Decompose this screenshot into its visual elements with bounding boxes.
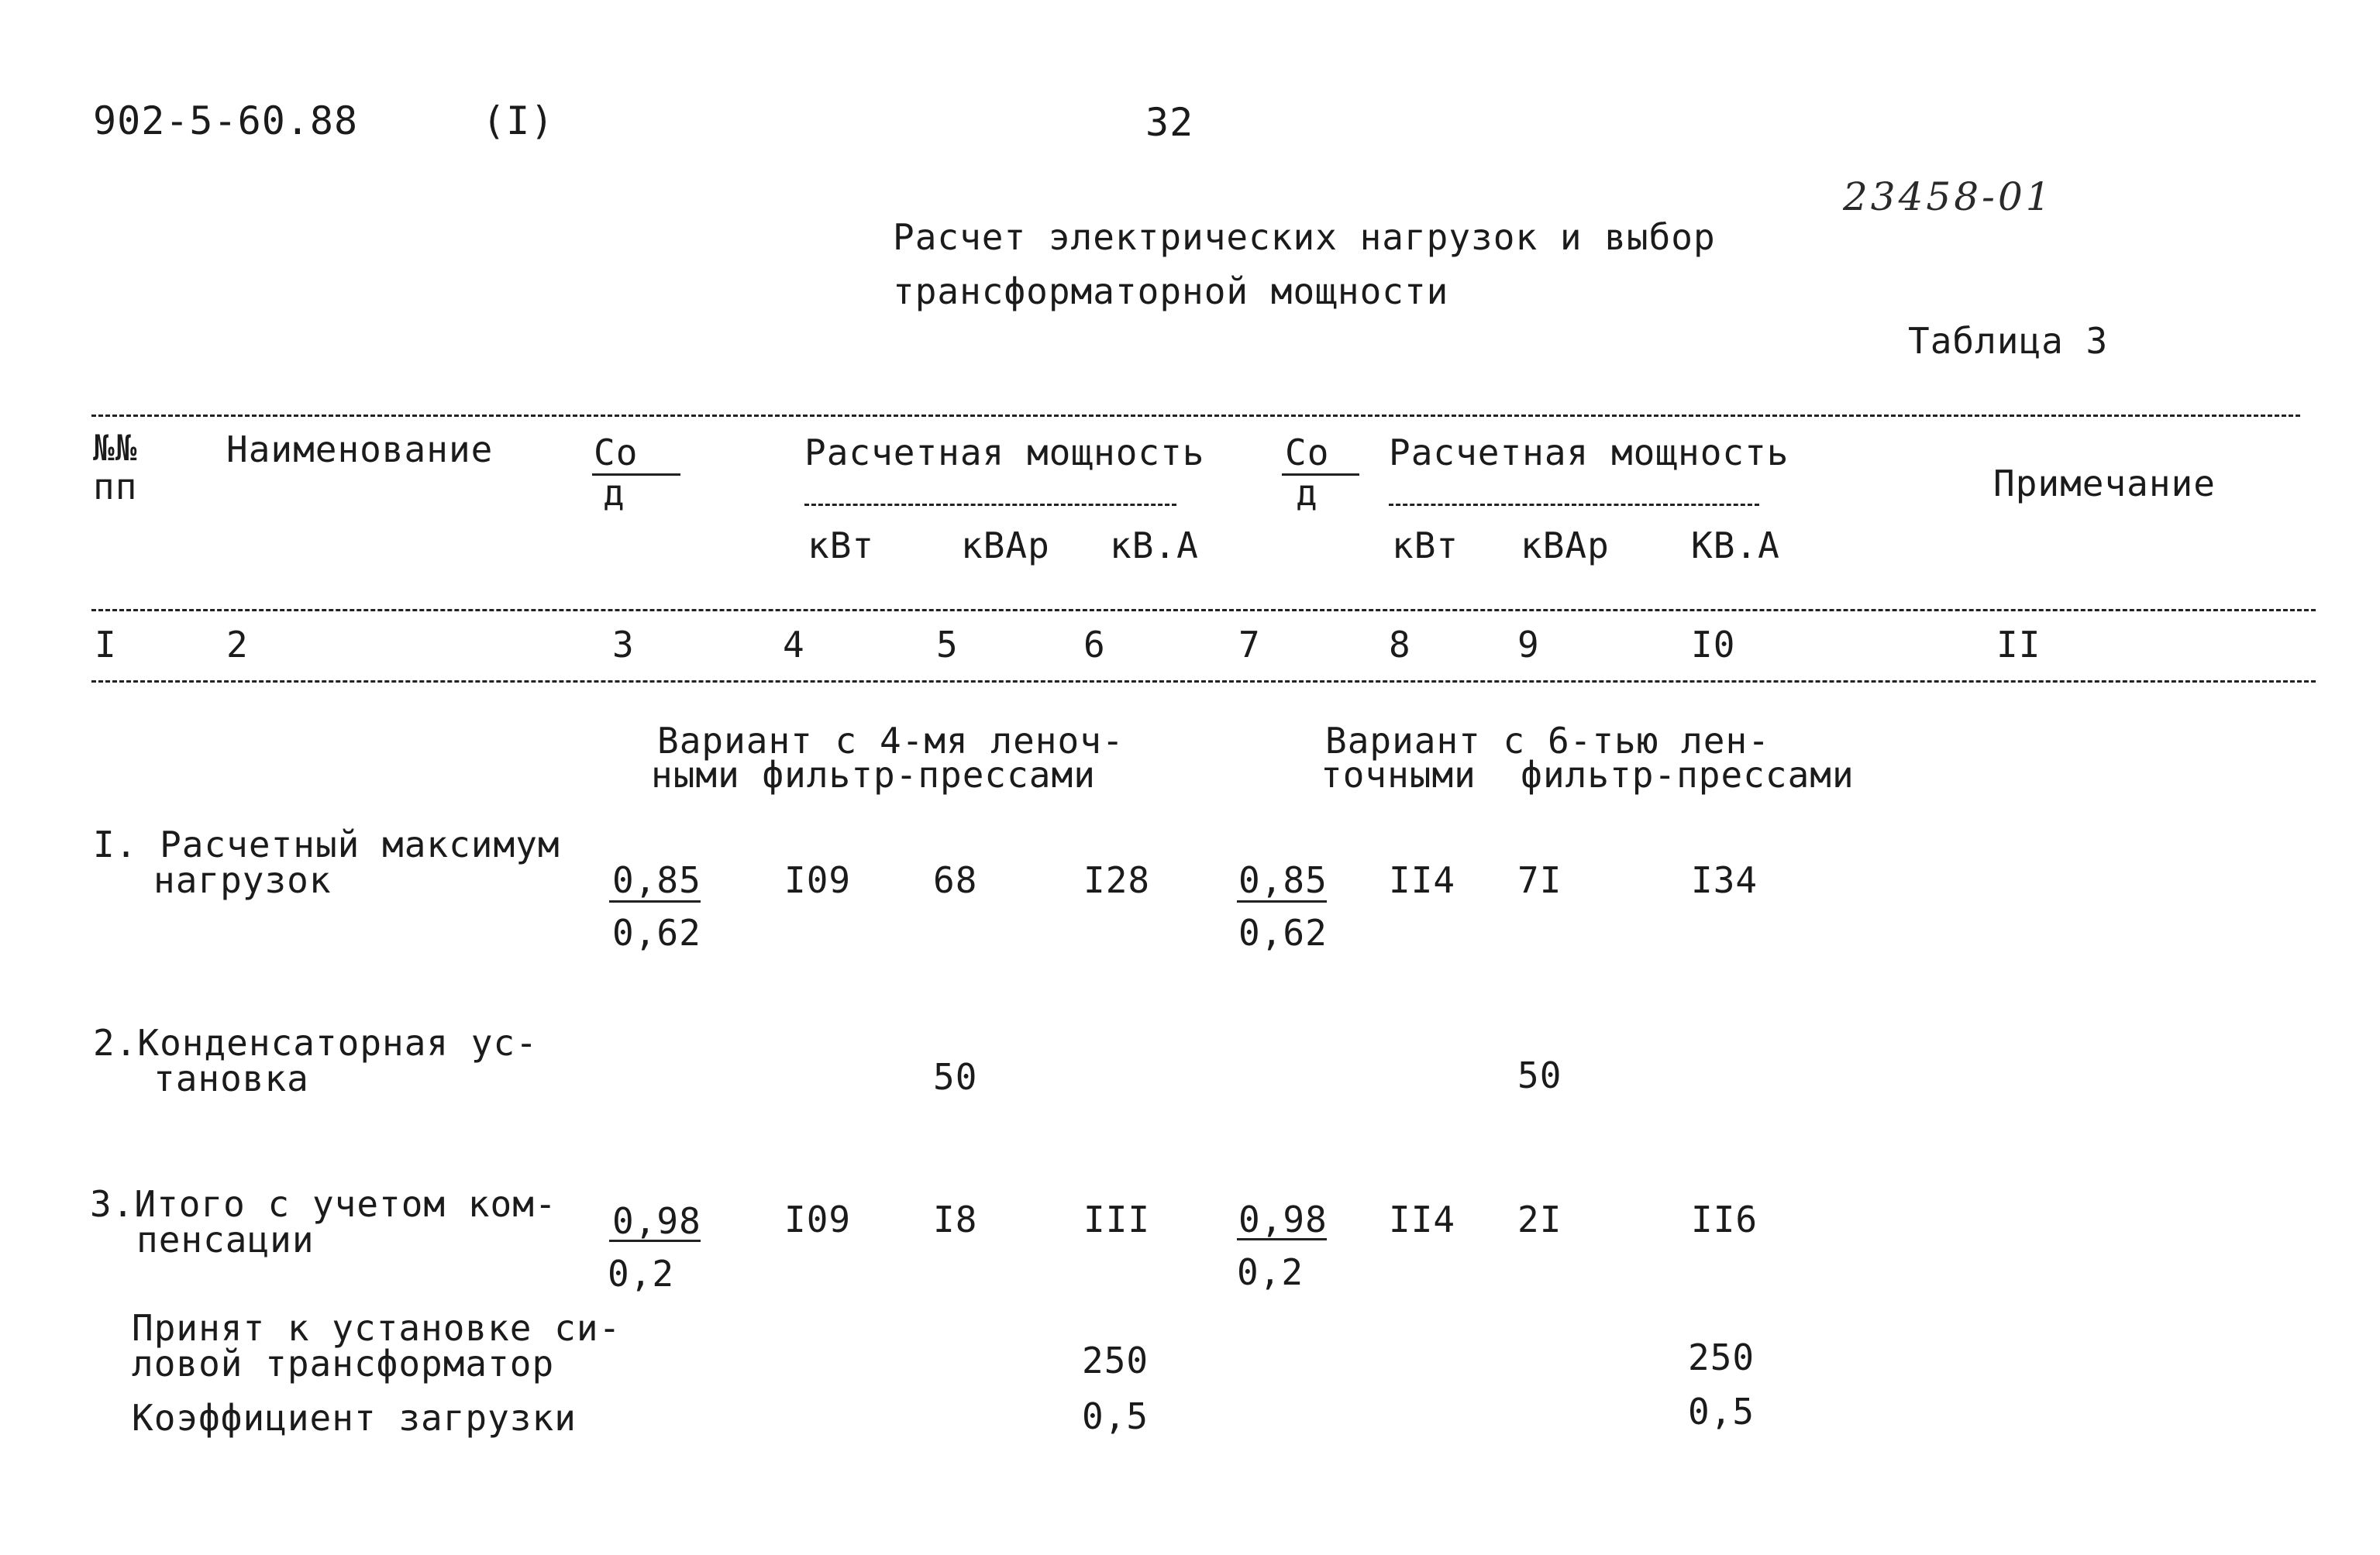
header-cos-denominator-b: д: [1296, 472, 1318, 514]
kva-b-value: I34: [1691, 859, 1758, 901]
row-name-line-1: 3.Итого с учетом ком-: [90, 1183, 557, 1225]
column-number: 3: [612, 624, 635, 666]
column-number: I0: [1691, 624, 1736, 666]
row-name-line-1: 2.Конденсаторная ус-: [93, 1022, 538, 1064]
cos-fraction-line-a: [609, 900, 701, 903]
load-factor-b: 0,5: [1688, 1391, 1755, 1433]
column-number: I: [95, 624, 117, 666]
header-cos-denominator-a: д: [603, 472, 625, 514]
handwritten-inventory-number: 23458-01: [1843, 174, 2054, 219]
kvar-b-value: 7I: [1517, 859, 1562, 901]
header-number-line-1: №№: [93, 427, 138, 469]
column-number: 4: [783, 624, 805, 666]
cos-numerator-b: 0,85: [1238, 859, 1328, 901]
transformer-kva-a: 250: [1082, 1340, 1149, 1381]
header-kva-a: кВ.А: [1110, 525, 1199, 566]
document-title-line-2: трансформаторной мощности: [893, 270, 1449, 312]
header-kvar-b: кВАр: [1521, 525, 1610, 566]
column-number: 2: [226, 624, 249, 666]
table-label: Таблица 3: [1908, 320, 2109, 362]
cos-denominator-b: 0,62: [1238, 912, 1328, 954]
header-power-group-b: Расчетная мощность: [1389, 432, 1789, 473]
document-part: (I): [482, 98, 555, 143]
cos-fraction-line-a: [609, 1240, 701, 1242]
header-cos-numerator-a: Co: [594, 432, 639, 473]
cos-numerator-a: 0,98: [612, 1200, 701, 1242]
document-title-line-1: Расчет электрических нагрузок и выбор: [893, 216, 1716, 258]
table-top-rule: [91, 415, 2300, 417]
variant-a-caption-line-1: Вариант с 4-мя леноч-: [657, 720, 1125, 762]
power-group-a-rule: [804, 504, 1176, 506]
header-kw-a: кВт: [808, 525, 875, 566]
cos-denominator-a: 0,2: [608, 1253, 675, 1295]
kvar-b-value: 50: [1517, 1054, 1562, 1096]
variant-a-caption-line-2: ными фильтр-прессами: [651, 754, 1096, 796]
cos-numerator-b: 0,98: [1238, 1199, 1328, 1240]
transformer-label-line-2: ловой трансформатор: [132, 1343, 555, 1385]
transformer-kva-b: 250: [1688, 1337, 1755, 1378]
kw-a-value: I09: [784, 859, 852, 901]
header-name: Наименование: [226, 428, 494, 470]
row-name-line-2: тановка: [153, 1058, 309, 1099]
header-note: Примечание: [1993, 463, 2216, 504]
load-factor-label: Коэффициент загрузки: [132, 1397, 577, 1439]
cos-numerator-a: 0,85: [612, 859, 701, 901]
column-number: II: [1996, 624, 2041, 666]
kvar-b-value: 2I: [1517, 1199, 1562, 1240]
transformer-label-line-1: Принят к установке си-: [132, 1307, 622, 1349]
row-name-line-2: нагрузок: [153, 859, 332, 901]
column-number: 8: [1389, 624, 1411, 666]
header-kw-b: кВт: [1392, 525, 1459, 566]
header-power-group-a: Расчетная мощность: [804, 432, 1205, 473]
column-number: 9: [1517, 624, 1540, 666]
variant-b-caption-line-1: Вариант с 6-тью лен-: [1325, 720, 1770, 762]
row-name-line-1: I. Расчетный максимум: [93, 824, 560, 865]
column-numbers-bottom-rule: [91, 680, 2316, 683]
kw-b-value: II4: [1389, 1199, 1456, 1240]
page-number: 32: [1145, 100, 1194, 145]
kvar-a-value: 68: [933, 859, 978, 901]
header-bottom-rule: [91, 609, 2316, 611]
kva-a-value: III: [1083, 1199, 1151, 1240]
cos-fraction-line-b: [1237, 1238, 1327, 1240]
header-cos-fraction-line-b: [1282, 473, 1359, 476]
header-cos-numerator-b: Co: [1285, 432, 1330, 473]
kw-a-value: I09: [784, 1199, 852, 1240]
power-group-b-rule: [1389, 504, 1759, 506]
header-kvar-a: кВАр: [961, 525, 1050, 566]
row-name-line-2: пенсации: [136, 1219, 315, 1261]
kvar-a-value: 50: [933, 1056, 978, 1098]
column-number: 5: [936, 624, 959, 666]
variant-b-caption-line-2: точными фильтр-прессами: [1321, 754, 1855, 796]
cos-fraction-line-b: [1237, 900, 1327, 903]
load-factor-a: 0,5: [1082, 1395, 1149, 1437]
column-number: 6: [1083, 624, 1106, 666]
header-number-line-2: пп: [93, 466, 138, 507]
cos-denominator-b: 0,2: [1237, 1251, 1304, 1293]
kvar-a-value: I8: [933, 1199, 978, 1240]
kw-b-value: II4: [1389, 859, 1456, 901]
kva-b-value: II6: [1691, 1199, 1758, 1240]
column-number: 7: [1238, 624, 1261, 666]
kva-a-value: I28: [1083, 859, 1151, 901]
document-code: 902-5-60.88: [93, 98, 359, 143]
cos-denominator-a: 0,62: [612, 912, 701, 954]
header-kva-b: КВ.А: [1691, 525, 1780, 566]
